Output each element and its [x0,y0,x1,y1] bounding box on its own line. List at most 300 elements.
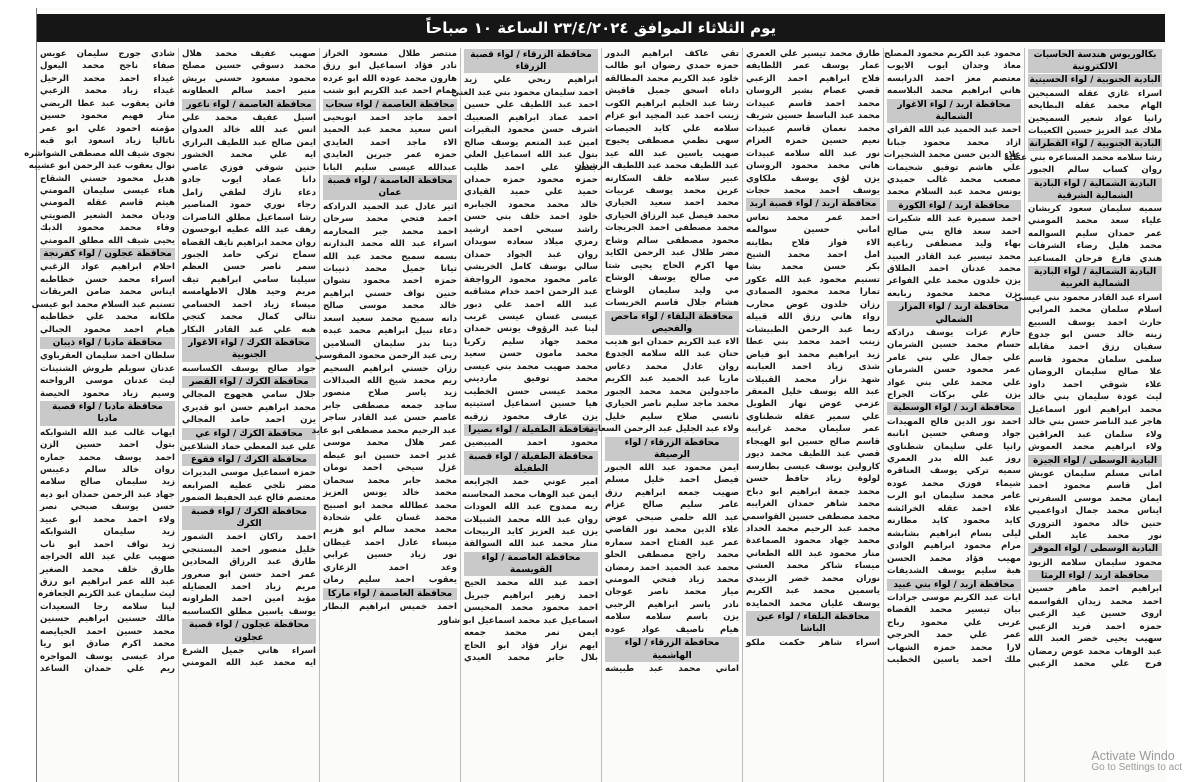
student-name: ربى عبد الرحمن محمود المقوسي [314,351,457,362]
student-name: تيانا جميل محمد ذنيبات [323,263,457,274]
section-heading: محافظة الزرقاء / لواء الرصيفة [605,437,739,461]
student-name: ايناس محمد جمال ادواعميي [1028,506,1162,517]
student-name: همام احمد عبد الكريم ابو شنب [323,86,457,97]
date-banner: يوم الثلاثاء الموافق ٢٣/٤/٢٠٢٤ الساعة ١٠ صباحاً [37,14,1165,42]
column-4 [574,48,742,782]
student-name: عبد الوهاب محمد عوض رمضان [1028,646,1162,657]
student-name: ريه ممدوح عبد الله العودات [464,502,598,513]
student-name: محمد خالد يونس العزيز [323,488,457,499]
student-name: رانيا عواد شعير السميحين [1028,113,1162,124]
student-name: ليث عدنان موسى الرواحنه [40,376,175,387]
student-name: وعد احمد الزعاري [323,562,457,573]
student-name: محمد غسان علي شحادة [323,513,457,524]
section-heading: البادية الوسطى / لواء الجيزة [1028,455,1162,467]
section-heading: محافظة البلقاء / لواء ماحص والفحيص [605,311,739,335]
student-name: تسنيم عبد السلام محمد ابو عيسى [31,299,175,310]
student-name: روان عبد الجواد حمدان [464,249,598,260]
student-name: روان عبد الله محمد الشبيلات [464,514,598,525]
student-name: صهيب علي عبد الله الحراجه [40,552,175,563]
student-name: غزل سيحي احمد نومان [323,463,457,474]
student-name: محمد عيسى حسن الخطيب [464,386,598,397]
student-name: اثير عادل عبد الحميد الدرادكه [323,201,457,212]
student-name: ملك احمد ياسين الخطيب [887,655,1021,665]
student-name: مؤمنه احمود علي ابو عمر [40,123,175,134]
student-name: جهاد عبد الرحمن حمدان ابو ديه [40,489,175,500]
student-name: بيان تيسير محمد القضاه [887,605,1021,616]
student-name: رشا عبد الحليم ابراهيم الكوب [605,98,739,109]
student-name: محمد حسين احمد الحيايصه [40,626,175,637]
student-name: حمزه عمر جبرين العايدي [323,150,457,161]
student-name: محمد زياد فتحي المومني [605,575,739,586]
student-name: امل قاسم محمود احمد [1028,481,1162,492]
student-name: احمد سعد فالح بني صالح [887,226,1021,237]
section-heading: البادية الجنوبية / لواء الحسينية [1029,75,1161,86]
student-name: احمد عبد الحميد عبد الله الفراي [887,125,1021,136]
section-heading: محافظة العاصمة / لواء قصبة عمان [323,175,457,199]
student-name: احمد زهير ابراهيم جبريل [464,590,598,601]
student-name: مؤيد امين احمد الطراونه [182,594,316,605]
section-heading: محافظة الزرقاء / لواء قصبة الزرقاء [464,49,598,73]
student-name: محمد شاهر حمدان الغرايبه [746,499,880,510]
student-name: بسمه سميح محمد عبد الله [323,251,457,262]
student-name: منار محمود عبد الله الطعاني [746,548,880,559]
student-name: رزان حسني ابراهيم السحيم [323,363,457,374]
student-name: نور زياد حسين عرابي [323,550,457,561]
student-name: سلطان احمد سليمان العقرباوي [40,351,175,362]
section-heading: محافظة عجلون / لواء كفرنجة [40,248,175,260]
student-name: محمد مصطفى احمد الجريجات [605,223,739,234]
student-name: كايد محمود كايد مطارنه [887,516,1021,527]
student-name: احمد خميس ابراهيم البطار [323,601,457,612]
student-name: محمد صهيب محمد بني عيسى [464,361,598,372]
student-name: زيد نواف احمد ابو ناب [40,539,175,550]
student-name: عبد الله احمد علي دبور [464,299,598,310]
student-name: انس عبد الله خالد العدوان [182,125,316,136]
student-name: سلامه علي كايد الحيصات [605,123,739,134]
student-name: ليلى بسام ابراهيم بشابشه [887,528,1021,539]
student-name: سماح تركي حامد الجبور [182,250,316,260]
student-name: عاصم حسن عبد القادر ساجر [323,413,457,424]
student-name: سميه سليمان سعود كريشان [1028,203,1162,214]
student-name: يعقوب احمد سليم رمان [323,575,457,586]
student-name: حازم عزات يوسف درادكه [887,327,1021,338]
student-name: احمد سميرة عبد الله شكيرات [887,214,1021,225]
student-name: فلاح ابراهيم احمد الزعبي [746,73,880,84]
section-heading: محافظة البلقاء / لواء عين الباشا [746,611,880,635]
student-name: عمر احمد حسن ابو صعرور [182,569,316,580]
student-name: سمر ناصر حسن العظم [182,262,316,273]
student-name: معتصم فالح عبد الحفيظ الضمور [180,493,316,504]
student-name: محمود عبد الكريم محمود المصلح [883,49,1021,59]
student-name: حمزه محمود حمزه حمدان [464,175,598,186]
student-name: رواء هاني رزق الله قبيله [746,312,880,323]
student-name: محمود مسعود حسني بريش [182,73,316,84]
student-name: عربى علي محمود رباح [887,617,1021,628]
student-name: ليث سليمان عبد الكريم الجعافره [38,589,175,600]
student-name: حمزه اسماعيل موسى البديرات [182,468,316,479]
student-name: يزن باسم سلامه سلامه [605,612,739,623]
student-name: عبد الرحمن احمد خدام مشاقبه [464,287,598,298]
student-name: رشا اسماعيل مطلق الناصرات [182,212,316,223]
student-name: يزن خلدون محمد علي الفواعر [887,276,1021,287]
student-name: احمد راكان احمد الشمور [182,532,316,543]
section-heading: محافظة اربد / لواء الكورة [887,200,1021,212]
student-name: امانی مسلم سلیمان عویش [1028,468,1162,479]
student-name: مهيب فؤاد محمد الحسن [887,553,1021,564]
student-name: شيماء فوزي محمد عوده [887,478,1021,489]
student-name: ملكانه محمد علي خطاطبه [40,312,175,323]
section-heading: بكالوريوس هندسة الحاسبات الالكترونية [1028,49,1162,73]
student-name: رجاء نوري حمود المناصير [182,200,316,211]
student-name: منار فهيم محمود حسين [40,111,175,122]
section-heading: محافظة اربد / لواء المزار الشمالي [887,301,1021,325]
section-heading: محافظة اربد / لواء بني عبيد [887,579,1021,591]
student-name: ايمن عبد الوهاب محمد المحاسنه [461,489,598,500]
student-name: تسنيم محمود عبد الله عكور [746,274,880,285]
name-columns [24,48,1165,782]
student-name: ولاء عبد الجليل عبد الرحمن السعايدة [584,424,739,435]
student-name: محمد دسوقي حسين مصلح [182,61,316,72]
student-name: ملاك عبد العزيز حسين الكعيبات [1028,125,1162,136]
student-name: خلود عبد الكريم محمد المطالقه [605,73,739,84]
student-name: محمد جمعة ابراهيم ابو دباح [746,486,880,497]
student-name: ايهم نزار فؤاد ابو الحاج [464,640,598,651]
student-name: الاء ماجد احمد العايدي [323,137,457,148]
student-name: روان عادل محمد دعاس [605,361,739,372]
student-name: محمد تيسير عبد القادر العبيد [887,251,1021,262]
section-heading: محافظة اربد / لواء الاغوار الشمالية [887,99,1021,123]
student-name: محمد ابراهيم حسن ابو قديري [182,402,316,413]
student-name: ميساء عادل احمد غيطان [323,537,457,548]
student-name: احمد محمد زيدان القواسمه [1028,596,1162,607]
student-name: هبة سليم يوسف الشديفات [887,566,1021,577]
section-heading: محافظة اربد / لواء الرمثا [1028,570,1162,582]
student-name: محمود سليمان سلامه الزيود [1028,557,1162,568]
student-name: هاني محمد محمود الروسان [746,161,880,172]
student-name: امل احمد محمد الشيخ [746,250,880,260]
student-name: زيد ابراهيم محمد ابو فياض [746,349,880,360]
student-name: منير احمد سالم العطاونه [182,86,316,97]
student-name: احمد عمر محمد نعاس [746,212,880,223]
student-name: ايناس محمد ضامن العريقات [40,287,175,298]
student-name: مريم وحيد هلال الاطهامسه [182,287,316,298]
student-name: هاجر عبد الناصر حسن بني خالد [1028,417,1162,428]
student-name: ايمان محمد موسى السفرتي [1028,493,1162,504]
student-name: نوران محمد خضر الزبيدي [746,573,880,584]
student-name: شذى زياد احمد العبابنه [746,362,880,373]
student-name: ناتاليا زياد اسعود ابو قبه [40,136,175,147]
student-name: علي جمال علي بني عامر [887,352,1021,363]
section-heading: البادية الشمالية / لواء البادية الشمالية الغربية [1028,266,1162,290]
student-name: علاء الدين محمد نور القاضي [605,525,739,536]
student-name: يوسف عليان محمد الحمايده [746,598,880,609]
student-name: جعفر علي احمد ظليب [464,162,598,173]
student-name: بهاء وليد مصطفى رباعيه [887,239,1021,250]
student-name: اسراء شاهر حكمت ملكو [746,637,880,648]
student-name: عمر عبد الفتاح احمد سماره [605,537,739,548]
student-name: طارق عبد الرزاق المحادين [182,557,316,568]
student-name: ولاء سلمان عبد العراقين [1028,429,1162,440]
student-name: ريم محمد شيخ الله العبدالات [323,376,457,387]
section-heading: محافظة اربد / لواء قصبة اربد [746,198,880,210]
student-name: محمود مصطفى سالم وشاح [605,235,739,246]
watermark-subtitle: Go to Settings to act [1091,762,1182,773]
student-name: مرام محمود ابراهيم الوادي [887,541,1021,552]
student-name: مريم زياد احمد العضايله [182,582,316,593]
watermark-title: Activate Windo [1091,749,1175,763]
student-name: سيلينا سامي ابراهيم تيف [182,274,316,285]
section-heading: البادية الشمالية / لواء البادية الشمالية الشرقية [1028,178,1162,202]
student-name: احمد نور الدين فالح المهيدات [887,416,1021,427]
student-name: غيداء احمد محمد الرحيل [40,73,175,84]
student-name: يزن محمد محمود ربابعه [887,288,1021,299]
student-name: اسلام سلمان محمد المرابي [1028,305,1162,316]
student-name: احمد سليمان محمود بني عبد الغني [451,87,598,98]
section-heading: محافظة الطفيلة / لواء بصيرا [464,424,598,436]
student-name: معاذ وجدان ايوب الايوب [887,61,1021,72]
student-name: روان كساب سالم الجبور [1028,165,1162,176]
student-name: حميد علي حميد القيادي [464,187,598,198]
student-name: علاء الدين حسن محمد الشجيرات [883,150,1021,161]
student-name: محمد نعمان قاسم عبيدات [746,123,880,134]
student-name: الهام محمد عقله البطايحه [1028,101,1162,112]
student-name: هيام ناصيف عواد عوده [605,624,739,635]
student-name: مصعب محمد غالب حميدي [887,175,1021,186]
student-name: وسيم زياد محمود الحيصة [40,388,175,399]
student-name: اماني حسين سوالمه [746,225,880,236]
student-name: شادي جورج سليمان عويس [40,49,175,59]
student-name: الاء فواز فلاح بطاينه [746,237,880,248]
student-name: هيثم قاسم عقله المومني [40,198,175,209]
student-name: ايه محمد عبد الله المومني [182,658,316,669]
student-name: سهى نظمي مصطفى يحيوح [605,136,739,147]
student-name: طارق محمد تيسير علي العمري [746,49,880,59]
section-heading: محافظة مادبا / لواء ذيبان [40,337,175,349]
student-name: بتول احمد حسين الزن [40,440,175,451]
student-name: عامر محمود محمود الرواجفة [464,274,598,285]
student-name: احمد عبد اللطيف علي حسين [464,100,598,111]
student-name: عمر حمدان سليم السوالمه [1028,228,1162,239]
student-name: وديان محمد الشعير الصويتي [40,210,175,221]
student-name: ساجد جمعه مصطفى جابر [323,400,457,411]
student-name: نانسي صلاح سليم خليل [605,411,739,422]
student-name: عمر هلال محمد موسى [323,438,457,449]
section-heading: محافظة الكرك / لواء فقوع [182,454,316,466]
student-name: مها اكرم الحاج يحيى شتا [605,260,739,271]
student-name: محمد ماجد سليم ناصر الحياري [605,399,739,410]
student-name: تمارا محمد محمود الصمادي [746,287,880,298]
column-5 [438,48,601,782]
student-name: ميساء زياد احمد الحسامي [182,299,316,310]
student-name: عمر سليمان محمد غرايبه [746,424,880,435]
student-name: عدنان سويلم طروش الشنينات [40,363,175,374]
student-name: ياسمين محمد عبد الكريم [746,586,880,597]
student-name: محمد مصطفى حسين القواسمي [741,511,880,522]
student-name: حنان عبد الله سلامه الجدوع [605,349,739,360]
student-name: امير عوني حمد الجرايعه [464,477,598,488]
student-name: رزان خلدون عوض محارب [746,299,880,310]
student-name: ماجدولين محمد محمد الجبور [605,386,739,397]
student-name: اسراء محمد حسن خطاطبه [40,274,175,285]
section-heading: محافظة الكرك / لواء القصر [182,376,316,388]
student-name: اماني محمد عبد طبيشه [605,663,739,674]
student-name: ايمن صالح عبد اللطيف البراري [182,137,316,148]
student-name: خلود احمد خلف بني حسن [464,212,598,223]
student-name: يزن عارف محمود زرقيه [464,411,598,422]
student-name: هناء عيسى سليمان المومني [40,185,175,196]
student-name: معتصم معز احمد الدرابسه [887,73,1021,84]
student-name: منار محمد عبد الله السوالقة [464,539,598,550]
student-name: نوال يعقوب عبد الرحمن ابو عشيبه [28,161,175,172]
column-8 [24,48,178,782]
section-heading: محافظة الكرك / لواء عي [182,428,316,440]
student-name: هيا حسين اسماعيل استيتيه [464,399,598,410]
student-name: نعيم حسين حمزه العزام [746,136,880,147]
student-name: دانا عماد ايوب جادو [182,175,316,186]
student-name: قصي عصام بشير الروسان [746,86,880,97]
student-name: سميه تركي يوسف العناقره [887,466,1021,477]
student-name: عيسى غسان عيسى غريب [464,312,598,323]
student-name: علاء احمد عقله الخرائشه [887,503,1021,514]
section-heading: محافظة الطفيلة / لواء قصبة الطفيلة [464,451,598,475]
student-name: ازاد محمد محمود جبانا [887,137,1021,148]
student-name: كارولين يوسف عيسى بطارسه [746,461,880,472]
student-name: زينه خالد حسن ابو جدوع [1028,329,1162,340]
section-heading: محافظة عجلون / لواء قصبة عجلون [182,619,316,643]
student-name: محمد عطالله محمد ابو اصبيح [323,500,457,511]
student-name: مي صالح يوسف الوشاح [605,273,739,284]
student-name: نادر فؤاد اسماعيل ابو رزق [323,61,457,72]
student-name: رانيا علي سليمان شطناوي [887,441,1021,452]
student-name: بتول عبد الله اسماعيل العلي [464,150,598,161]
student-name: محمد هليل رضاء الشرفات [1028,241,1162,252]
student-name: عبد الله حلمي صبحي عوض [605,512,739,523]
section-heading: محافظة العاصمة / لواء ماركا [323,588,457,600]
student-name: عبد الله عمر ابراهيم ابو رزق [40,577,175,588]
student-name: عمار يوسف عمر اللطايفه [746,61,880,72]
student-name: فرح علي محمد الزعبي [1028,659,1162,669]
column-7 [178,48,319,782]
student-name: هارون محمد عوده الله ابو عرده [323,73,457,84]
student-name: ابراهيم احمد ماهر حسين [1028,584,1162,595]
student-name: محمد جهاد سليم زكريا [464,336,598,347]
student-name: ابراهيم ربحي علي زيد [464,75,598,86]
student-name: احمد فتحي محمد سرحان [323,214,457,225]
section-heading: محافظة الزرقاء / لواء الهاشمية [605,637,739,661]
student-name: احمد محمود محمد المحيسن [464,603,598,614]
student-name: عبير سلامه خلف السكارنه [605,173,739,184]
student-name: مالك حسنين ابراهيم حسنين [40,614,175,625]
student-name: محمد عبد الحميد احمد رمضان [605,562,739,573]
student-name: ايات عبد الكريم موسى جرادات [887,592,1021,603]
student-name: هديل محمود حسني الشقاح [40,173,175,184]
student-name: احمد عبد الله محمد الحيح [464,578,598,589]
newspaper-page [24,8,1167,782]
student-name: حمزه احمد فريد الزعبي [1028,621,1162,632]
student-name: احلام ابراهيم عواد الزغبي [40,262,175,273]
student-name: روز عبد الله بدر العمري [887,454,1021,464]
student-name: يزن عبد العزيز كايد الربيحات [464,526,598,537]
student-name: سفيان رزق احمد مقابله [1028,342,1162,353]
student-name: عزمي عوض نهار الطويل [746,399,880,410]
column-2 [883,48,1024,782]
student-name: احمد ماجد احمد ابويحيى [323,113,457,124]
section-heading: محافظة العاصمة / لواء القويسمة [464,552,598,576]
student-name: اسيل عفيف محمد علي [182,113,316,124]
student-name: محمد توفيق مارديني [464,374,598,385]
student-name: جواد وصفي حسين ابانبه [887,429,1021,440]
student-name: اسراء هاني جميل الشرع [182,645,316,656]
student-name: علي سمير عقله شطناوي [746,411,880,422]
student-name: محمد مامون حسن سعيد [464,349,598,360]
student-name: جلال سامي هجهوج المجالي [182,390,316,401]
student-name: هندي فارع فرحان المساعيد [1028,253,1162,264]
student-name: صهيب عفيف محمد هلال [182,49,316,59]
section-heading: محافظة العاصمة / لواء ناعور [182,99,316,111]
student-name: ريما عبد الرحمن الطبيشات [746,324,880,335]
student-name: اسراء غازي عقله السميحين [1028,88,1162,99]
student-name: جواد صالح يوسف الكساسبه [182,363,316,374]
student-name: عرين محمد يوسف عربيات [605,185,739,196]
student-name: هيام احمد محمود الجبالي [40,324,175,335]
student-name: احمد يوسف محمد جماره [40,452,175,463]
student-name: راشد سبحي احمد ارشيد [464,224,598,235]
student-name: علياء سعد محمد المومني [1028,216,1162,227]
section-heading: محافظة الكرك / لواء الاغوار الجنوبية [182,337,316,361]
student-name: امين عبد المنعم يوسف صالح [464,137,598,148]
column-1 [1004,48,1165,782]
student-name: مضر طلال عبد الرحمن الكايد [605,248,739,259]
student-name: عامر محمد سليمان ابو الرب [887,491,1021,502]
student-name: حمزه احمد محمود نشوان [323,276,457,287]
student-name: زيد سليمان الشوابكه [40,527,175,538]
student-name: وفاء محمد محمود الدبك [40,223,175,234]
student-name: محمد عدنان احمد الطلاق [887,263,1021,274]
student-name: علي محمد علي بني عواد [887,377,1021,388]
student-name: نور عبد الله سلامه عبيدات [746,148,880,159]
student-name: روان خالد سالم دعيبس [40,464,175,475]
student-name: ولاء ابراهيم محمد العموش [1028,442,1162,453]
windows-activation-watermark [1091,750,1182,774]
student-name: حسن يوسف صبحي نصر [40,502,175,513]
student-name: لينا سلامه رجا السعيدات [40,601,175,612]
student-name: احمد عماد ابراهيم الصعبيك [464,112,598,123]
student-name: محمود احمد المبيضين [464,438,598,449]
student-name: ليث عودة سليمان بني خالد [1028,392,1162,403]
student-name: غيداء زياد محمد الزعبي [40,86,175,97]
student-name: انس سعيد محمد عبد الحميد [323,125,457,136]
student-name: دعاء نازك لطفي زامل [182,187,316,198]
student-name: محمد اكرم صادق ابو ريا [40,639,175,650]
student-name: محمد ابراهيم انور اسماعيل [1028,404,1162,415]
student-name: يوسف احمد محمد حجات [746,185,880,196]
student-name: صفاء ناجح محمد اليعول [40,61,175,72]
student-name: ميساء شاكر محمد العشي [746,561,880,572]
student-name: تقي عاكف ابراهيم البدور [605,49,739,59]
student-name: روان محمد ابراهيم نايف القضاه [181,237,316,248]
student-name: رمزي ميلاد سعاده سويدان [464,237,598,248]
student-name: حنين نواف حسني ابراهيم [323,288,457,299]
student-name: نادر ياسر ابراهيم الرجبي [605,599,739,610]
student-name: هاني ابراهيم محمد البلاسمه [887,86,1021,97]
student-name: يزن علي بركات الجراح [887,389,1021,400]
student-name: عبد الرحيم محمد مصطفى ابو عايد [311,425,457,436]
student-name: ولاء احمد محمد ابو عبيد [40,514,175,525]
student-name: رشا سلامه محمد المساعره بني عطيه [1004,152,1162,163]
student-name: بلال جابر محمد العيدي [464,653,598,663]
student-name: يزن احمد حامد المجالي [182,415,316,426]
student-name: مضر تلجي عطيه الصرابعه [182,480,316,491]
